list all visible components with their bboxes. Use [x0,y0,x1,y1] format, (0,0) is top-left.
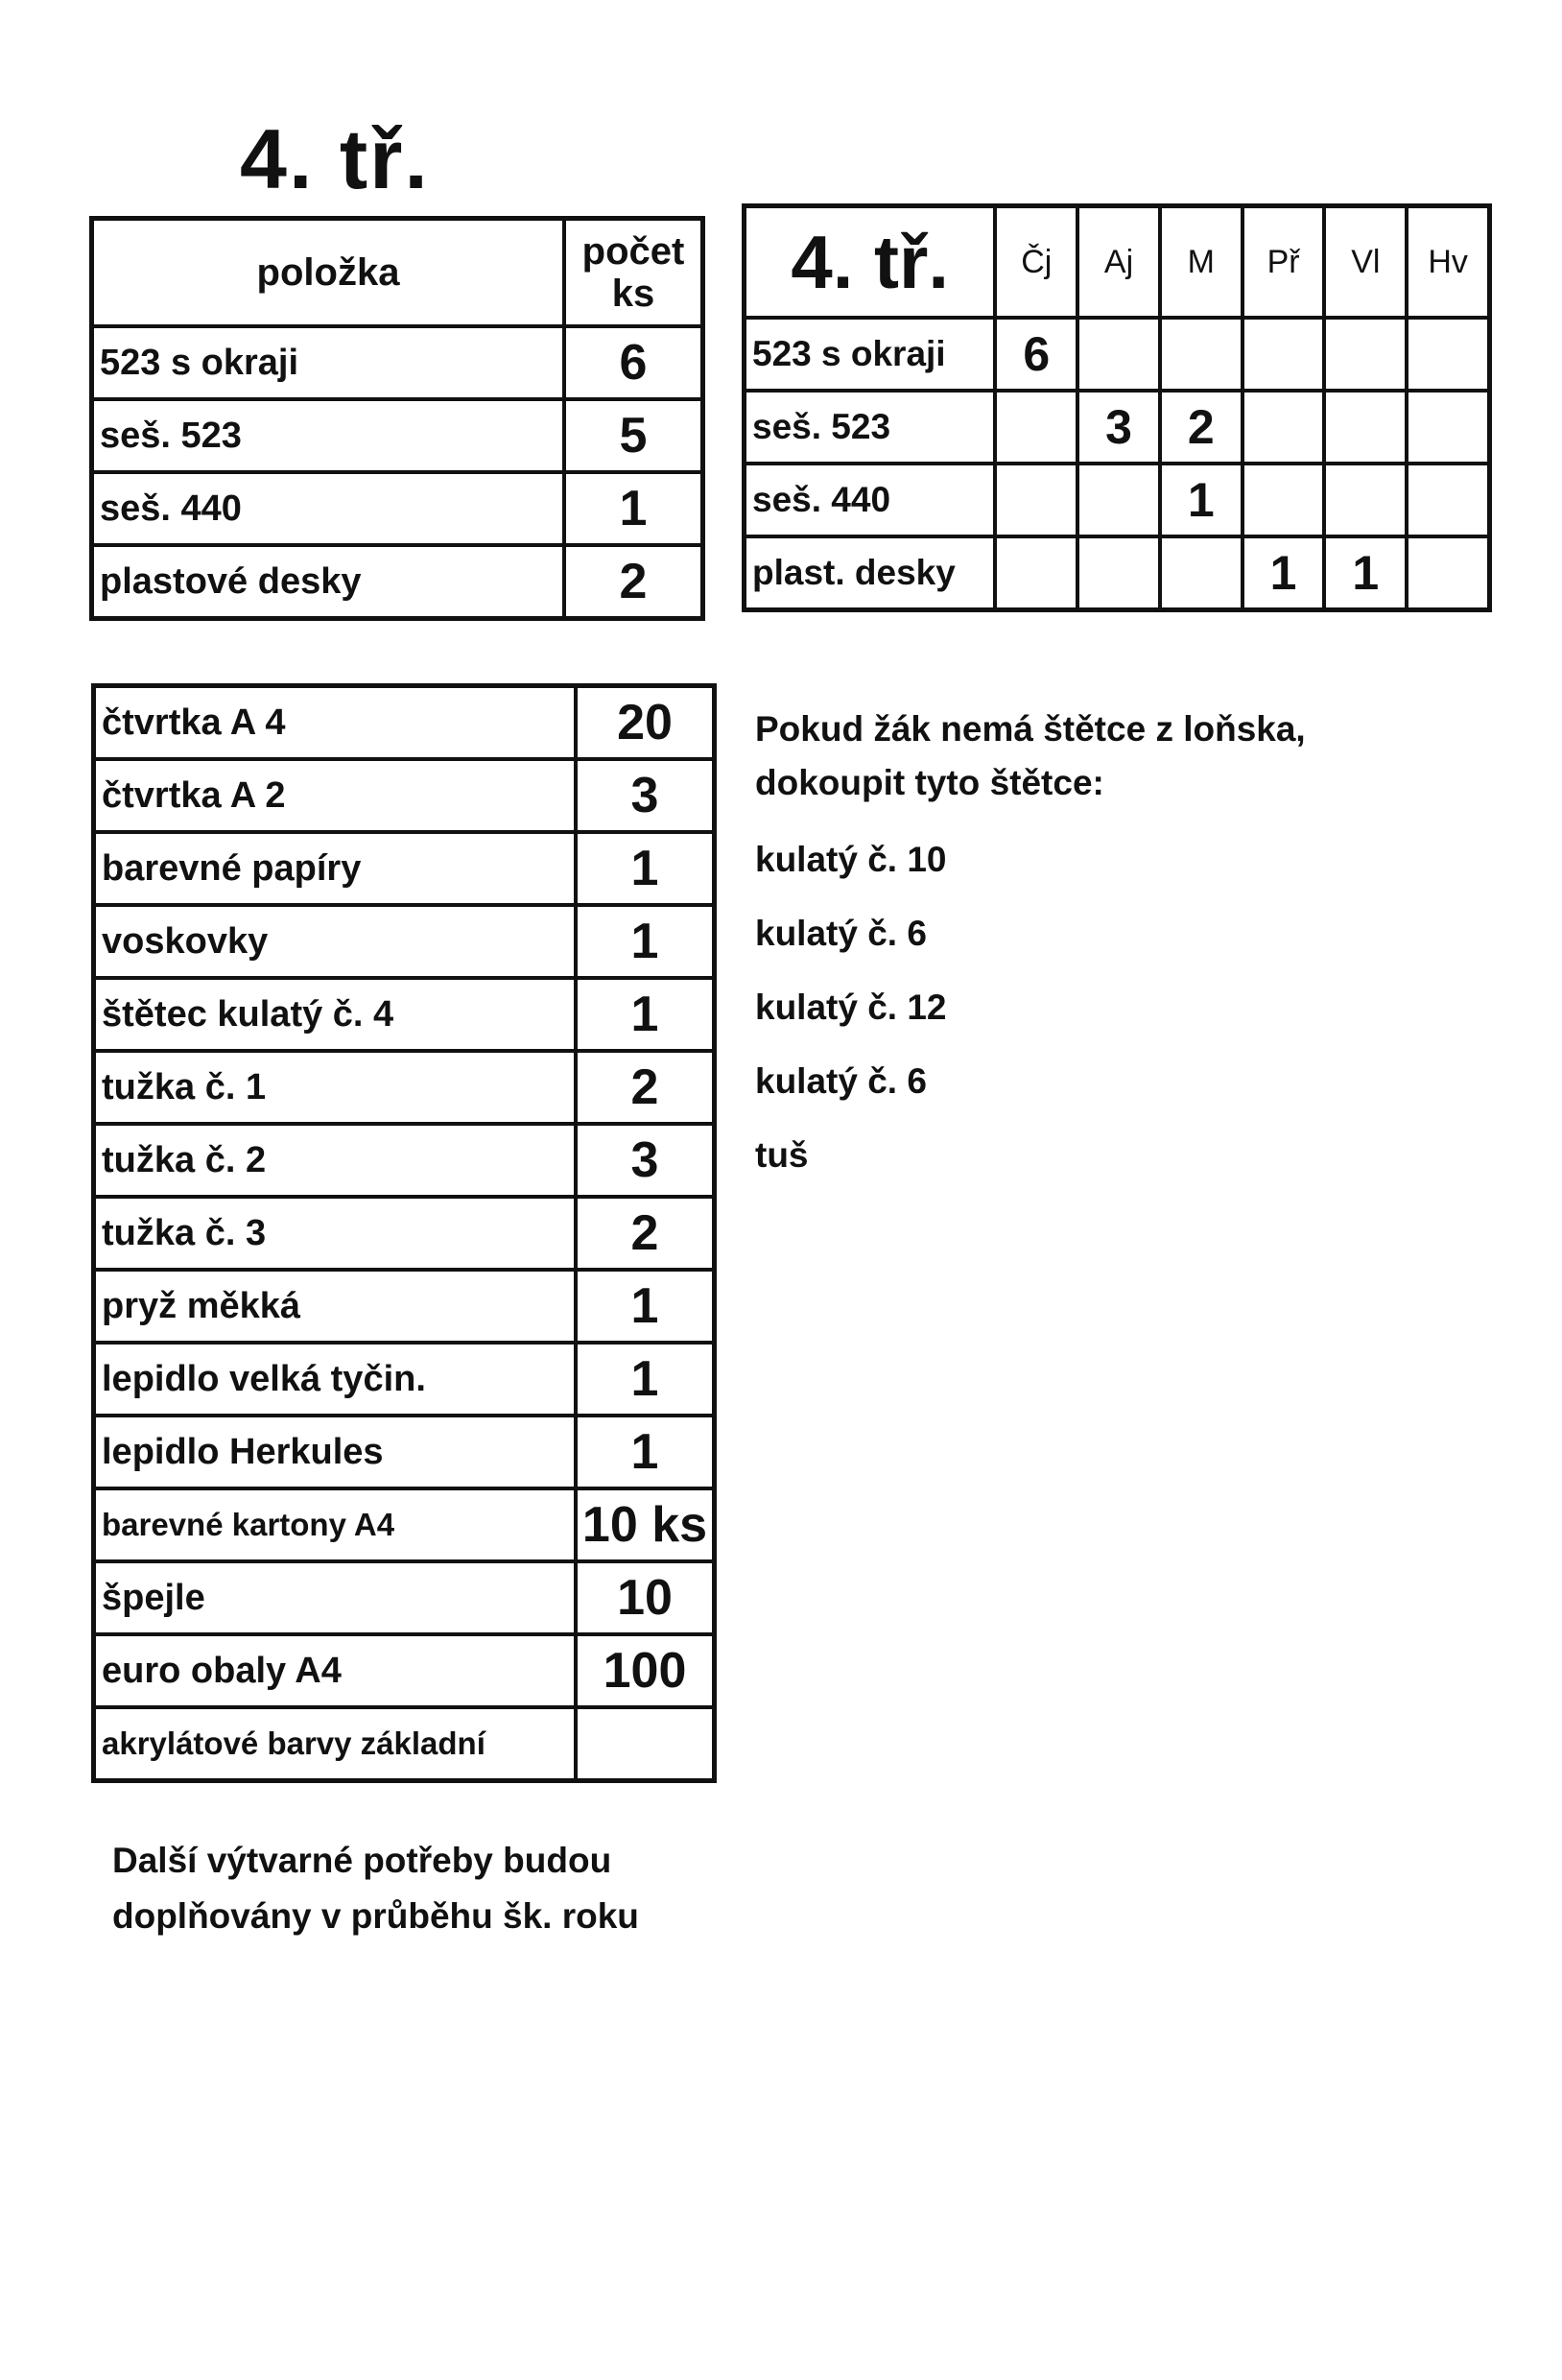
table-row [94,1416,715,1488]
table-row [94,1634,715,1707]
table-header-row [745,206,1490,319]
value-cell [1407,318,1489,391]
table-row [92,399,703,472]
footer-note [112,1833,639,1944]
brush-note-line: dokoupit tyto štětce: [755,763,1104,802]
value-cell [1077,536,1160,610]
value-cell [1324,391,1407,464]
count-column-header: počet ks [564,219,703,327]
value-cell [1077,464,1160,536]
brush-note-line: Pokud žák nemá štětce z loňska, [755,709,1306,749]
count-cell: 1 [576,832,715,905]
table-row [92,545,703,619]
table-row [745,464,1490,536]
item-cell: pryž měkká [94,1270,577,1343]
value-cell [1324,464,1407,536]
table-row [92,326,703,399]
value-cell [995,391,1077,464]
value-cell [1407,464,1489,536]
footer-note-line: doplňovány v průběhu šk. roku [112,1896,639,1936]
table-row [745,318,1490,391]
value-cell [1407,536,1489,610]
item-cell: špejle [94,1561,577,1634]
table-row [745,391,1490,464]
count-cell: 1 [576,1270,715,1343]
count-cell [576,1707,715,1781]
count-cell: 1 [576,978,715,1051]
item-column-header: položka [92,219,565,327]
list-item: kulatý č. 6 [755,914,927,953]
value-cell [995,464,1077,536]
count-cell: 3 [576,759,715,832]
table-row [94,978,715,1051]
count-cell: 1 [576,905,715,978]
table-row [94,759,715,832]
value-cell [1160,536,1242,610]
value-cell [1324,318,1407,391]
table-row [92,472,703,545]
item-cell: seš. 440 [745,464,996,536]
value-cell [1242,318,1325,391]
item-cell: seš. 523 [745,391,996,464]
item-cell: akrylátové barvy základní [94,1707,577,1781]
item-cell: čtvrtka A 4 [94,686,577,760]
item-cell: tužka č. 1 [94,1051,577,1124]
item-cell: seš. 440 [92,472,565,545]
subject-header: Aj [1077,206,1160,319]
value-cell: 6 [995,318,1077,391]
table-row [94,1707,715,1781]
footer-note-line: Další výtvarné potřeby budou [112,1841,612,1880]
item-cell: barevné kartony A4 [94,1488,577,1561]
value-cell: 1 [1242,536,1325,610]
class-title-cell: 4. tř. [745,206,996,319]
count-cell: 6 [564,326,703,399]
table-row [94,1197,715,1270]
item-cell: euro obaly A4 [94,1634,577,1707]
item-cell: tužka č. 2 [94,1124,577,1197]
value-cell: 3 [1077,391,1160,464]
subject-distribution-table [742,203,1492,612]
item-cell: 523 s okraji [745,318,996,391]
value-cell: 1 [1160,464,1242,536]
page-title: 4. tř. [240,111,430,206]
item-cell: 523 s okraji [92,326,565,399]
value-cell [1242,464,1325,536]
table-row [94,1051,715,1124]
table-row [94,1561,715,1634]
supplies-count-table [89,216,705,621]
count-cell: 1 [576,1416,715,1488]
subject-header: Př [1242,206,1325,319]
item-cell: voskovky [94,905,577,978]
count-cell: 2 [576,1051,715,1124]
count-cell: 5 [564,399,703,472]
subject-header: Hv [1407,206,1489,319]
item-cell: plast. desky [745,536,996,610]
item-cell: lepidlo velká tyčin. [94,1343,577,1416]
table-row [94,1124,715,1197]
count-cell: 2 [564,545,703,619]
item-cell: čtvrtka A 2 [94,759,577,832]
item-cell: barevné papíry [94,832,577,905]
count-cell: 20 [576,686,715,760]
count-cell: 2 [576,1197,715,1270]
table-row [94,1488,715,1561]
count-cell: 1 [576,1343,715,1416]
list-item: kulatý č. 6 [755,1061,927,1101]
brush-list [755,840,947,1209]
count-cell: 10 ks [576,1488,715,1561]
table-row [94,686,715,760]
count-cell: 3 [576,1124,715,1197]
table-header-row [92,219,703,327]
value-cell: 2 [1160,391,1242,464]
count-cell: 1 [564,472,703,545]
subject-header: Vl [1324,206,1407,319]
list-item: kulatý č. 10 [755,840,947,879]
value-cell: 1 [1324,536,1407,610]
table-row [94,1343,715,1416]
table-row [94,832,715,905]
value-cell [1077,318,1160,391]
table-row [94,1270,715,1343]
count-cell: 10 [576,1561,715,1634]
value-cell [995,536,1077,610]
value-cell [1242,391,1325,464]
value-cell [1407,391,1489,464]
count-cell: 100 [576,1634,715,1707]
value-cell [1160,318,1242,391]
art-supplies-table [91,683,717,1783]
subject-header: Čj [995,206,1077,319]
table-row [745,536,1490,610]
list-item: kulatý č. 12 [755,988,947,1027]
item-cell: lepidlo Herkules [94,1416,577,1488]
item-cell: seš. 523 [92,399,565,472]
item-cell: tužka č. 3 [94,1197,577,1270]
subject-header: M [1160,206,1242,319]
list-item: tuš [755,1135,809,1175]
item-cell: plastové desky [92,545,565,619]
table-row [94,905,715,978]
brush-note [755,702,1306,810]
item-cell: štětec kulatý č. 4 [94,978,577,1051]
